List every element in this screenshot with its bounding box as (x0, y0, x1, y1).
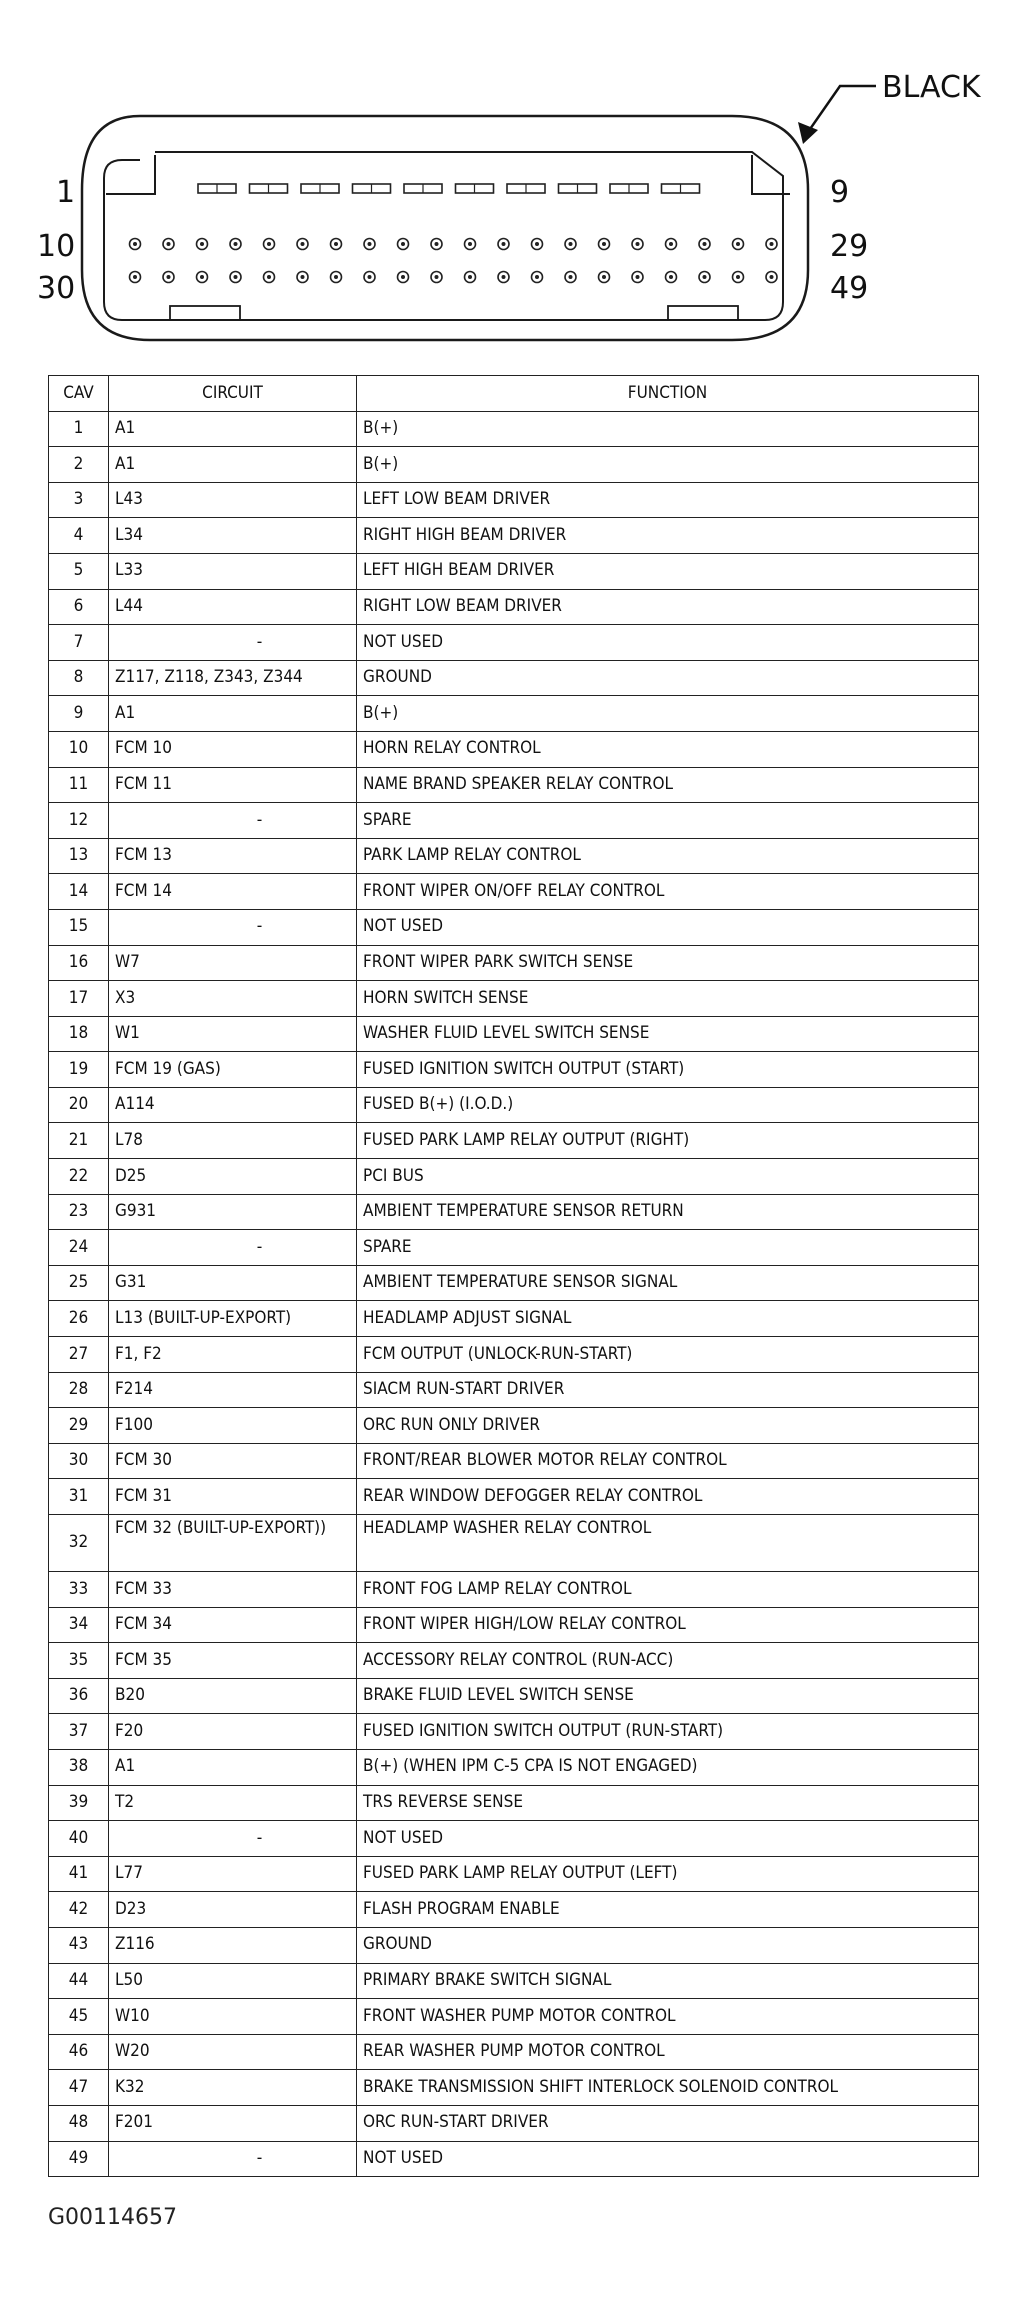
table-row (49, 909, 979, 945)
middle-terminal-cavity (230, 239, 241, 250)
connector-inner-face (104, 152, 783, 320)
function-cell: FRONT WASHER PUMP MOTOR CONTROL (357, 1999, 979, 2035)
function-cell: NAME BRAND SPEAKER RELAY CONTROL (357, 767, 979, 803)
table-row (49, 1230, 979, 1266)
middle-terminal-cavity (364, 239, 375, 250)
table-row (49, 1999, 979, 2035)
cav-cell: 36 (49, 1678, 109, 1714)
cav-cell: 13 (49, 838, 109, 874)
circuit-cell: Z117, Z118, Z343, Z344 (109, 660, 357, 696)
function-cell: BRAKE FLUID LEVEL SWITCH SENSE (357, 1678, 979, 1714)
cav-cell: 29 (49, 1408, 109, 1444)
function-cell: FUSED IGNITION SWITCH OUTPUT (START) (357, 1052, 979, 1088)
header-cav: CAV (49, 376, 109, 412)
table-row (49, 696, 979, 732)
middle-terminal-cavity (130, 239, 141, 250)
cav-cell: 4 (49, 518, 109, 554)
circuit-cell: W20 (109, 2034, 357, 2070)
top-terminal-slot (404, 184, 442, 193)
function-cell: RIGHT HIGH BEAM DRIVER (357, 518, 979, 554)
cav-cell: 2 (49, 447, 109, 483)
table-row (49, 482, 979, 518)
circuit-cell: L78 (109, 1123, 357, 1159)
bottom-terminal-cavity (364, 272, 375, 283)
bottom-terminal-cavity (230, 272, 241, 283)
circuit-cell: FCM 30 (109, 1443, 357, 1479)
bottom-row-terminals (130, 272, 778, 283)
cav-cell: 3 (49, 482, 109, 518)
cav-cell: 14 (49, 874, 109, 910)
table-row (49, 447, 979, 483)
table-row (49, 1963, 979, 1999)
function-cell: HEADLAMP ADJUST SIGNAL (357, 1301, 979, 1337)
function-cell: B(+) (WHEN IPM C-5 CPA IS NOT ENGAGED) (357, 1749, 979, 1785)
circuit-cell: FCM 19 (GAS) (109, 1052, 357, 1088)
circuit-cell: L77 (109, 1856, 357, 1892)
function-cell: SPARE (357, 803, 979, 839)
function-cell: FLASH PROGRAM ENABLE (357, 1892, 979, 1928)
pin-label-10: 10 (37, 229, 76, 264)
cav-cell: 24 (49, 1230, 109, 1266)
function-cell: FCM OUTPUT (UNLOCK-RUN-START) (357, 1337, 979, 1373)
pin-label-49: 49 (830, 271, 869, 306)
circuit-cell: FCM 11 (109, 767, 357, 803)
table-row (49, 1821, 979, 1857)
pin-label-29: 29 (830, 229, 869, 264)
header-circuit: CIRCUIT (109, 376, 357, 412)
cav-cell: 25 (49, 1265, 109, 1301)
table-row (49, 767, 979, 803)
table-row (49, 1443, 979, 1479)
table-row (49, 1123, 979, 1159)
cav-cell: 47 (49, 2070, 109, 2106)
table-body (49, 411, 979, 2177)
cav-cell: 39 (49, 1785, 109, 1821)
table-row (49, 625, 979, 661)
cav-cell: 37 (49, 1714, 109, 1750)
circuit-cell: - (109, 625, 357, 661)
circuit-cell: Z116 (109, 1927, 357, 1963)
circuit-cell: A1 (109, 1749, 357, 1785)
function-cell: PARK LAMP RELAY CONTROL (357, 838, 979, 874)
function-cell: ACCESSORY RELAY CONTROL (RUN-ACC) (357, 1643, 979, 1679)
circuit-cell: D23 (109, 1892, 357, 1928)
cav-cell: 33 (49, 1572, 109, 1608)
pin-label-9: 9 (830, 175, 850, 210)
header-function: FUNCTION (357, 376, 979, 412)
middle-terminal-cavity (599, 239, 610, 250)
table-row (49, 553, 979, 589)
top-terminal-slot (301, 184, 339, 193)
cav-cell: 28 (49, 1372, 109, 1408)
top-terminal-slot (198, 184, 236, 193)
middle-row-terminals (130, 239, 778, 250)
bottom-terminal-cavity (331, 272, 342, 283)
circuit-cell: L50 (109, 1963, 357, 1999)
table-row (49, 1572, 979, 1608)
function-cell: AMBIENT TEMPERATURE SENSOR RETURN (357, 1194, 979, 1230)
table-row (49, 1408, 979, 1444)
top-terminal-slot (353, 184, 391, 193)
top-terminal-slot (559, 184, 597, 193)
table-row (49, 803, 979, 839)
middle-terminal-cavity (465, 239, 476, 250)
circuit-cell: L34 (109, 518, 357, 554)
bottom-terminal-cavity (297, 272, 308, 283)
function-cell: REAR WASHER PUMP MOTOR CONTROL (357, 2034, 979, 2070)
bottom-terminal-cavity (666, 272, 677, 283)
top-terminal-slot (507, 184, 545, 193)
circuit-cell: FCM 34 (109, 1607, 357, 1643)
cav-cell: 27 (49, 1337, 109, 1373)
table-row (49, 1714, 979, 1750)
table-row (49, 518, 979, 554)
function-cell: HORN RELAY CONTROL (357, 731, 979, 767)
circuit-cell: X3 (109, 981, 357, 1017)
circuit-cell: D25 (109, 1159, 357, 1195)
cav-cell: 48 (49, 2105, 109, 2141)
circuit-cell: FCM 35 (109, 1643, 357, 1679)
connector-body (82, 116, 808, 340)
function-cell: PRIMARY BRAKE SWITCH SIGNAL (357, 1963, 979, 1999)
callout-leader-line (808, 86, 876, 132)
circuit-cell: A1 (109, 447, 357, 483)
function-cell: GROUND (357, 1927, 979, 1963)
middle-terminal-cavity (532, 239, 543, 250)
circuit-cell: FCM 32 (BUILT-UP-EXPORT)) (109, 1515, 357, 1572)
bottom-terminal-cavity (398, 272, 409, 283)
function-cell: FRONT FOG LAMP RELAY CONTROL (357, 1572, 979, 1608)
function-cell: FUSED IGNITION SWITCH OUTPUT (RUN-START) (357, 1714, 979, 1750)
table-row (49, 1265, 979, 1301)
table-row (49, 981, 979, 1017)
bottom-terminal-cavity (565, 272, 576, 283)
function-cell: NOT USED (357, 625, 979, 661)
bottom-terminal-cavity (264, 272, 275, 283)
function-cell: FUSED PARK LAMP RELAY OUTPUT (RIGHT) (357, 1123, 979, 1159)
cav-cell: 35 (49, 1643, 109, 1679)
bottom-terminal-cavity (197, 272, 208, 283)
cav-cell: 46 (49, 2034, 109, 2070)
bottom-terminal-cavity (532, 272, 543, 283)
key-left (170, 306, 240, 320)
cav-cell: 44 (49, 1963, 109, 1999)
function-cell: FRONT WIPER PARK SWITCH SENSE (357, 945, 979, 981)
function-cell: B(+) (357, 447, 979, 483)
table-row (49, 1159, 979, 1195)
function-cell: SPARE (357, 1230, 979, 1266)
circuit-cell: FCM 13 (109, 838, 357, 874)
circuit-cell: F100 (109, 1408, 357, 1444)
cav-cell: 34 (49, 1607, 109, 1643)
circuit-cell: FCM 10 (109, 731, 357, 767)
middle-terminal-cavity (766, 239, 777, 250)
table-row (49, 1643, 979, 1679)
function-cell: SIACM RUN-START DRIVER (357, 1372, 979, 1408)
function-cell: NOT USED (357, 909, 979, 945)
table-row (49, 1749, 979, 1785)
table-row (49, 1785, 979, 1821)
cav-cell: 11 (49, 767, 109, 803)
table-row (49, 1678, 979, 1714)
cav-cell: 15 (49, 909, 109, 945)
middle-terminal-cavity (197, 239, 208, 250)
table-row (49, 874, 979, 910)
circuit-cell: FCM 33 (109, 1572, 357, 1608)
cav-cell: 12 (49, 803, 109, 839)
circuit-cell: L13 (BUILT-UP-EXPORT) (109, 1301, 357, 1337)
cav-cell: 17 (49, 981, 109, 1017)
cav-cell: 38 (49, 1749, 109, 1785)
table-row (49, 2141, 979, 2177)
top-terminal-slot (456, 184, 494, 193)
function-cell: FUSED B(+) (I.O.D.) (357, 1087, 979, 1123)
cav-cell: 23 (49, 1194, 109, 1230)
table-row (49, 1372, 979, 1408)
cav-cell: 5 (49, 553, 109, 589)
circuit-cell: A1 (109, 696, 357, 732)
bottom-terminal-cavity (465, 272, 476, 283)
top-terminal-slot (250, 184, 288, 193)
circuit-cell: A1 (109, 411, 357, 447)
table-row (49, 660, 979, 696)
function-cell: HORN SWITCH SENSE (357, 981, 979, 1017)
table-row (49, 2034, 979, 2070)
bottom-terminal-cavity (766, 272, 777, 283)
bottom-terminal-cavity (733, 272, 744, 283)
circuit-cell: B20 (109, 1678, 357, 1714)
cav-cell: 9 (49, 696, 109, 732)
circuit-cell: G31 (109, 1265, 357, 1301)
cav-cell: 16 (49, 945, 109, 981)
cav-cell: 1 (49, 411, 109, 447)
top-terminal-slot (610, 184, 648, 193)
connector-color-label: BLACK (882, 70, 981, 105)
middle-terminal-cavity (699, 239, 710, 250)
function-cell: GROUND (357, 660, 979, 696)
circuit-cell: F214 (109, 1372, 357, 1408)
cav-cell: 21 (49, 1123, 109, 1159)
cav-cell: 8 (49, 660, 109, 696)
table-row (49, 1337, 979, 1373)
table-row (49, 1194, 979, 1230)
function-cell: ORC RUN-START DRIVER (357, 2105, 979, 2141)
circuit-cell: - (109, 803, 357, 839)
table-row (49, 1607, 979, 1643)
table-row (49, 731, 979, 767)
function-cell: LEFT HIGH BEAM DRIVER (357, 553, 979, 589)
cav-cell: 40 (49, 1821, 109, 1857)
middle-terminal-cavity (498, 239, 509, 250)
bottom-terminal-cavity (130, 272, 141, 283)
circuit-cell: F1, F2 (109, 1337, 357, 1373)
circuit-cell: L43 (109, 482, 357, 518)
table-row (49, 1515, 979, 1572)
cav-cell: 32 (49, 1515, 109, 1572)
function-cell: ORC RUN ONLY DRIVER (357, 1408, 979, 1444)
bottom-terminal-cavity (498, 272, 509, 283)
pin-label-30: 30 (37, 271, 76, 306)
cav-cell: 22 (49, 1159, 109, 1195)
circuit-cell: - (109, 1230, 357, 1266)
table-row (49, 945, 979, 981)
function-cell: B(+) (357, 696, 979, 732)
function-cell: AMBIENT TEMPERATURE SENSOR SIGNAL (357, 1265, 979, 1301)
circuit-cell: F20 (109, 1714, 357, 1750)
figure-id: G00114657 (48, 2205, 178, 2230)
table-row (49, 2105, 979, 2141)
middle-terminal-cavity (733, 239, 744, 250)
connector-diagram (0, 0, 1023, 370)
circuit-cell: - (109, 1821, 357, 1857)
circuit-cell: F201 (109, 2105, 357, 2141)
bottom-terminal-cavity (699, 272, 710, 283)
key-right (668, 306, 738, 320)
table-row (49, 1087, 979, 1123)
table-row (49, 1892, 979, 1928)
cav-cell: 45 (49, 1999, 109, 2035)
circuit-cell: L44 (109, 589, 357, 625)
cav-cell: 6 (49, 589, 109, 625)
middle-terminal-cavity (331, 239, 342, 250)
middle-terminal-cavity (666, 239, 677, 250)
table-header-row (49, 376, 979, 412)
top-terminal-slot (662, 184, 700, 193)
function-cell: WASHER FLUID LEVEL SWITCH SENSE (357, 1016, 979, 1052)
table-row (49, 1301, 979, 1337)
bottom-terminal-cavity (599, 272, 610, 283)
circuit-cell: - (109, 909, 357, 945)
circuit-cell: FCM 14 (109, 874, 357, 910)
function-cell: REAR WINDOW DEFOGGER RELAY CONTROL (357, 1479, 979, 1515)
cav-cell: 26 (49, 1301, 109, 1337)
cav-cell: 19 (49, 1052, 109, 1088)
function-cell: B(+) (357, 411, 979, 447)
cav-cell: 7 (49, 625, 109, 661)
black-callout (798, 70, 982, 144)
circuit-cell: FCM 31 (109, 1479, 357, 1515)
function-cell: BRAKE TRANSMISSION SHIFT INTERLOCK SOLENOID CONTROL (357, 2070, 979, 2106)
function-cell: PCI BUS (357, 1159, 979, 1195)
function-cell: TRS REVERSE SENSE (357, 1785, 979, 1821)
cav-cell: 43 (49, 1927, 109, 1963)
pin-label-1: 1 (56, 175, 76, 210)
function-cell: LEFT LOW BEAM DRIVER (357, 482, 979, 518)
bottom-terminal-cavity (632, 272, 643, 283)
cav-cell: 18 (49, 1016, 109, 1052)
circuit-cell: W7 (109, 945, 357, 981)
circuit-cell: W1 (109, 1016, 357, 1052)
circuit-cell: A114 (109, 1087, 357, 1123)
cav-cell: 10 (49, 731, 109, 767)
cav-cell: 49 (49, 2141, 109, 2177)
circuit-cell: G931 (109, 1194, 357, 1230)
table-row (49, 1927, 979, 1963)
cav-cell: 42 (49, 1892, 109, 1928)
function-cell: NOT USED (357, 1821, 979, 1857)
pin-out-table (48, 375, 979, 2177)
bottom-terminal-cavity (431, 272, 442, 283)
circuit-cell: L33 (109, 553, 357, 589)
table-row (49, 589, 979, 625)
function-cell: FRONT/REAR BLOWER MOTOR RELAY CONTROL (357, 1443, 979, 1479)
circuit-cell: - (109, 2141, 357, 2177)
top-row-terminals (198, 184, 700, 193)
function-cell: FRONT WIPER ON/OFF RELAY CONTROL (357, 874, 979, 910)
cav-cell: 20 (49, 1087, 109, 1123)
cav-cell: 41 (49, 1856, 109, 1892)
function-cell: HEADLAMP WASHER RELAY CONTROL (357, 1515, 979, 1572)
bottom-terminal-cavity (163, 272, 174, 283)
middle-terminal-cavity (431, 239, 442, 250)
middle-terminal-cavity (398, 239, 409, 250)
table-row (49, 1856, 979, 1892)
middle-terminal-cavity (264, 239, 275, 250)
circuit-cell: T2 (109, 1785, 357, 1821)
function-cell: FRONT WIPER HIGH/LOW RELAY CONTROL (357, 1607, 979, 1643)
table-row (49, 2070, 979, 2106)
table-row (49, 1052, 979, 1088)
table-row (49, 1016, 979, 1052)
table-row (49, 1479, 979, 1515)
function-cell: FUSED PARK LAMP RELAY OUTPUT (LEFT) (357, 1856, 979, 1892)
cav-cell: 31 (49, 1479, 109, 1515)
latch-right (752, 155, 790, 194)
middle-terminal-cavity (565, 239, 576, 250)
callout-arrowhead (798, 122, 818, 144)
function-cell: NOT USED (357, 2141, 979, 2177)
middle-terminal-cavity (297, 239, 308, 250)
table-row (49, 838, 979, 874)
circuit-cell: W10 (109, 1999, 357, 2035)
middle-terminal-cavity (632, 239, 643, 250)
table-row (49, 411, 979, 447)
circuit-cell: K32 (109, 2070, 357, 2106)
middle-terminal-cavity (163, 239, 174, 250)
function-cell: RIGHT LOW BEAM DRIVER (357, 589, 979, 625)
cav-cell: 30 (49, 1443, 109, 1479)
